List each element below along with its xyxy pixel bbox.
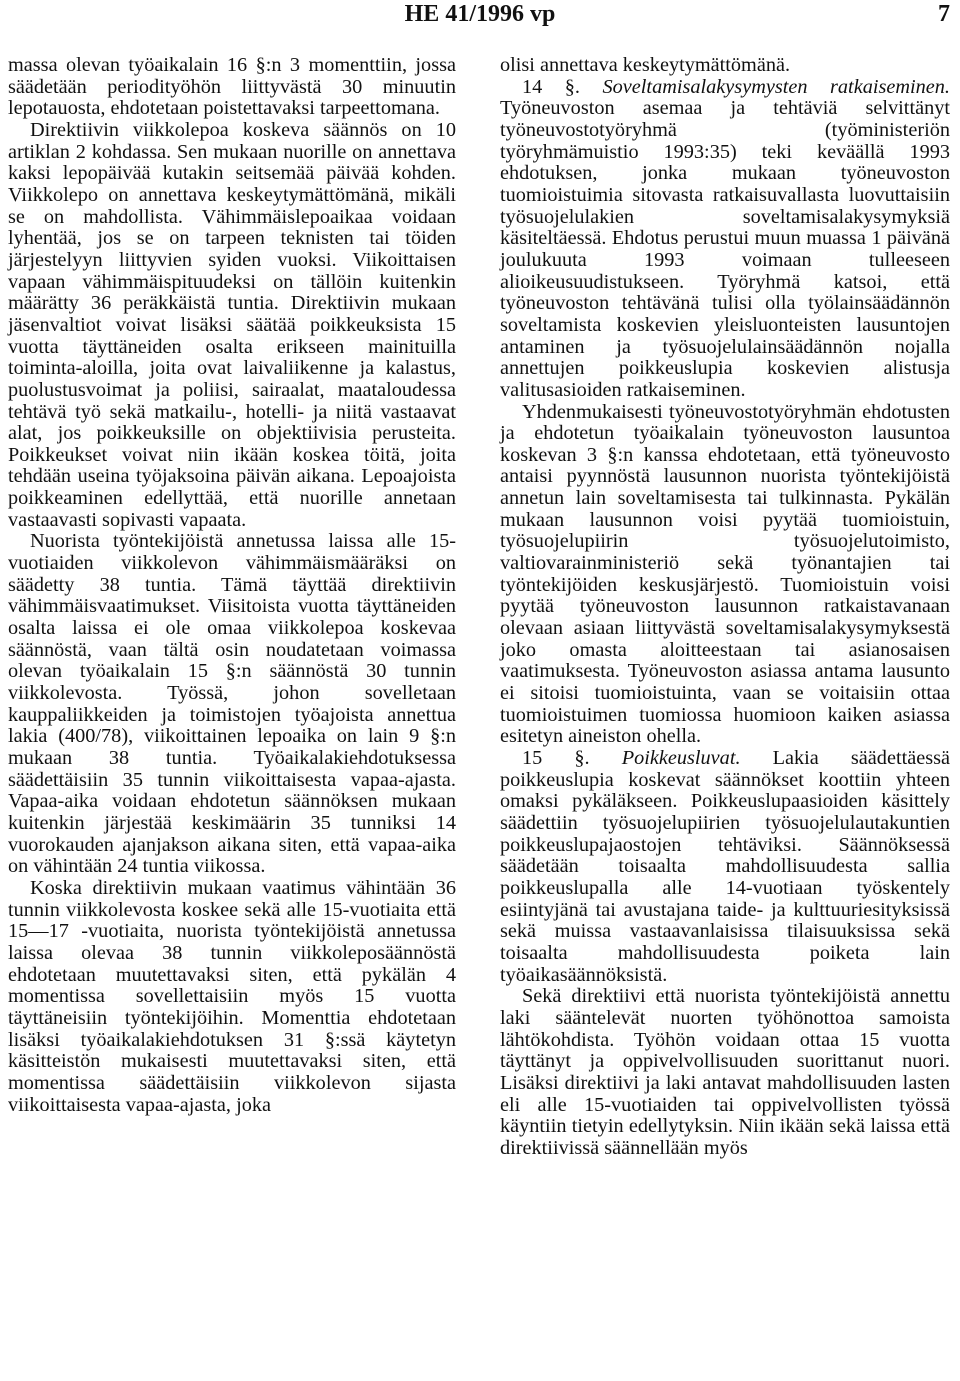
section-15-heading: Poikkeusluvat. (621, 747, 741, 769)
section-14-heading: Soveltamisalakysymysten ratkaiseminen. (602, 75, 950, 98)
section-14-text: Työneuvoston asemaa ja tehtäviä selvittänyt työneuvostotyöryhmä (työministeriön työryhmämuistio 1993:35) teki keväällä 1993 ehdotuksen, jonka mukaan työneuvoston tuomioistuimia sitovasta ratkaisuvallasta luovuttaisiin työsuojelulakien soveltamisalakysymyksiä käsiteltäessä. Ehdotus perustui muun muassa 1 päivänä joulukuuta 1993 voimaan tulleeseen alioikeusuudistukseen. Työryhmä katsoi, että työneuvoston tehtävänä tulisi olla työlainsäädännön soveltamista koskevien yleisluonteisten lausuntojen antaminen ja työsuojelulainsäädännön nojalla annettujen poikkeuslupia koskevien alistusja valitusasioiden ratkaiseminen. (500, 97, 950, 401)
right-paragraph-3: Yhdenmukaisesti työneuvostotyöryhmän ehdotusten ja ehdotetun työaikalain työneuvoston lausuntoa koskevan 3 §:n kanssa ehdotetaan, että työneuvosto antaisi pyynnöstä lausunnon nuorista työntekijöistä annetun lain soveltamisesta tai tulkinnasta. Pykälän mukaan lausunnon voisi pyytää tuomioistuin, työsuojelupiirin työsuojelutoimisto, valtiovarainministeriö sekä työnantajien tai työntekijöiden keskusjärjestö. Tuomioistuin voisi pyytää työneuvoston lausunnon ratkaistavanaan olevaan asiaan liittyvästä soveltamisalakysymyksestä joko omasta aloitteestaan tai asianosaisen vaatimuksesta. Työneuvoston asiassa antama lausunto ei sitoisi tuomioistuinta, vaan se voitaisiin ottaa tuomioistuimen tuomiossa huomioon kaiken asiassa esitetyn aineiston ohella. (500, 400, 950, 748)
left-paragraph-1: massa olevan työaikalain 16 §:n 3 momenttiin, jossa säädetään periodityöhön liittyvästä 30 minuutin lepotauosta, ehdotetaan poistettavaksi tarpeettomana. (8, 54, 456, 120)
right-paragraph-1: olisi annettava keskeytymättömänä. (500, 54, 791, 76)
left-paragraph-4: Koska direktiivin mukaan vaatimus vähintään 36 tunnin viikkolevosta koskee sekä alle 15-vuotiaita että 15—17 -vuotiaita, nuorista työntekijöistä annetussa laissa olevaa 38 tunnin viikkoleposäännöstä ehdotetaan muutettavaksi siten, että pykälän 4 momentissa sovellettaisiin myös 15 vuotta täyttäneisiin työntekijöihin. Momenttia ehdotetaan lisäksi työaikalakiehdotuksen 31 §:ssä käytetyn käsitteistön mukaisesti muutettavaksi siten, että momentissa säädettäisiin viikkolevon sijasta viikoittaisesta vapaa-ajasta, joka (8, 876, 456, 1116)
left-column (8, 55, 456, 1116)
section-15-paragraph (500, 748, 950, 986)
section-15-number: 15 §. (522, 747, 590, 769)
document-id: HE 41/1996 vp (404, 1, 556, 27)
page-number: 7 (938, 1, 950, 27)
right-paragraph-5: Sekä direktiivi että nuorista työntekijöistä annettu laki sääntelevät nuorten työhönottoa samoista lähtökohdista. Työhön voidaan ottaa 15 vuotta täyttänyt ja oppivelvollisuuden suorittanut nuori. Lisäksi direktiivi ja laki antavat mahdollisuuden lasten eli alle 15-vuotiaiden tai oppivelvollisten työssä käyntiin tietyin edellytyksin. Niin ikään sekä laissa että direktiivissä säännellään myös (500, 985, 950, 1159)
page-header (0, 0, 960, 34)
right-column (500, 55, 950, 1159)
left-paragraph-3: Nuorista työntekijöistä annetussa laissa alle 15-vuotiaiden viikkolevon vähimmäismääräksi on säädetty 38 tuntia. Tämä täyttää direktiivin vähimmäisvaatimukset. Viisitoista vuotta täyttäneiden osalta laissa ei ole omaa viikkolepoa koskevaa säännöstä, vaan tältä osin noudatetaan voimassa olevan työaikalain 15 §:n säännöstä 30 tunnin viikkolevosta. Työssä, johon sovelletaan kauppaliikkeiden ja toimistojen työajoista annettua lakia (400/78), viikoittainen lepoaika on lain 9 §:n mukaan 38 tuntia. Työaikalakiehdotuksessa säädettäisiin 35 tunnin viikoittaisesta vapaa-ajasta. Vapaa-aika voidaan ehdotetun säännöksen mukaan kuitenkin järjestää keskimäärin 35 tunniksi 14 vuorokauden ajanjakson aikana siten, että vapaa-aika on vähintään 24 tuntia viikossa. (8, 530, 456, 878)
section-15-text: Lakia säädettäessä poikkeuslupia koskevat säännökset koottiin yhteen omaksi pykäläkseen. Poikkeuslupaasioiden käsittely säädettiin työsuojelupiirien työsuojelulautakuntien poikkeuslupajaostojen tehtäviksi. Säännöksessä säädetään toisaalta mahdollisuudesta sallia poikkeuslupalla alle 14-vuotiaan työskentely esiintyjänä tai avustajana taide- ja kulttuuriesityksissä sekä muissa vastaavanlaisissa tilaisuuksissa sekä toisaalta mahdollisuudesta poiketa lain työaikasäännöksistä. (500, 747, 951, 986)
left-paragraph-2: Direktiivin viikkolepoa koskeva säännös on 10 artiklan 2 kohdassa. Sen mukaan nuorille on annettava kaksi lepopäivää kutakin seitsemää päivää kohden. Viikkolepo on annettava keskeytymättömänä, mikäli se on mahdollista. Vähimmäislepoaikaa voidaan lyhentää, jos se on tarpeen teknisten tai töiden järjestelyyn liittyvien syiden vuoksi. Viikoittaisen vapaan vähimmäispituudeksi on tällöin kuitenkin määrätty 36 peräkkäistä tuntia. Direktiivin mukaan jäsenvaltiot voivat lisäksi säätää poikkeuksista 15 vuotta täyttäneiden osalta erikseen mainituilla toiminta-aloilla, joita ovat laivaliikenne ja kalastus, puolustusvoimat ja poliisi, sairaalat, maataloudessa tehtävä työ sekä matkailu-, hotelli- ja niitä vastaavat alat, jos poikkeuksille on objektiivisia perusteita. Poikkeukset voivat niin ikään koskea töitä, joita tehdään useina työjaksoina päivän aikana. Lepoajoista poikkeaminen edellyttää, että nuorille annetaan vastaavasti sopivasti vapaata. (8, 118, 456, 531)
section-14-number: 14 §. (522, 75, 580, 98)
section-14-paragraph (500, 77, 950, 402)
